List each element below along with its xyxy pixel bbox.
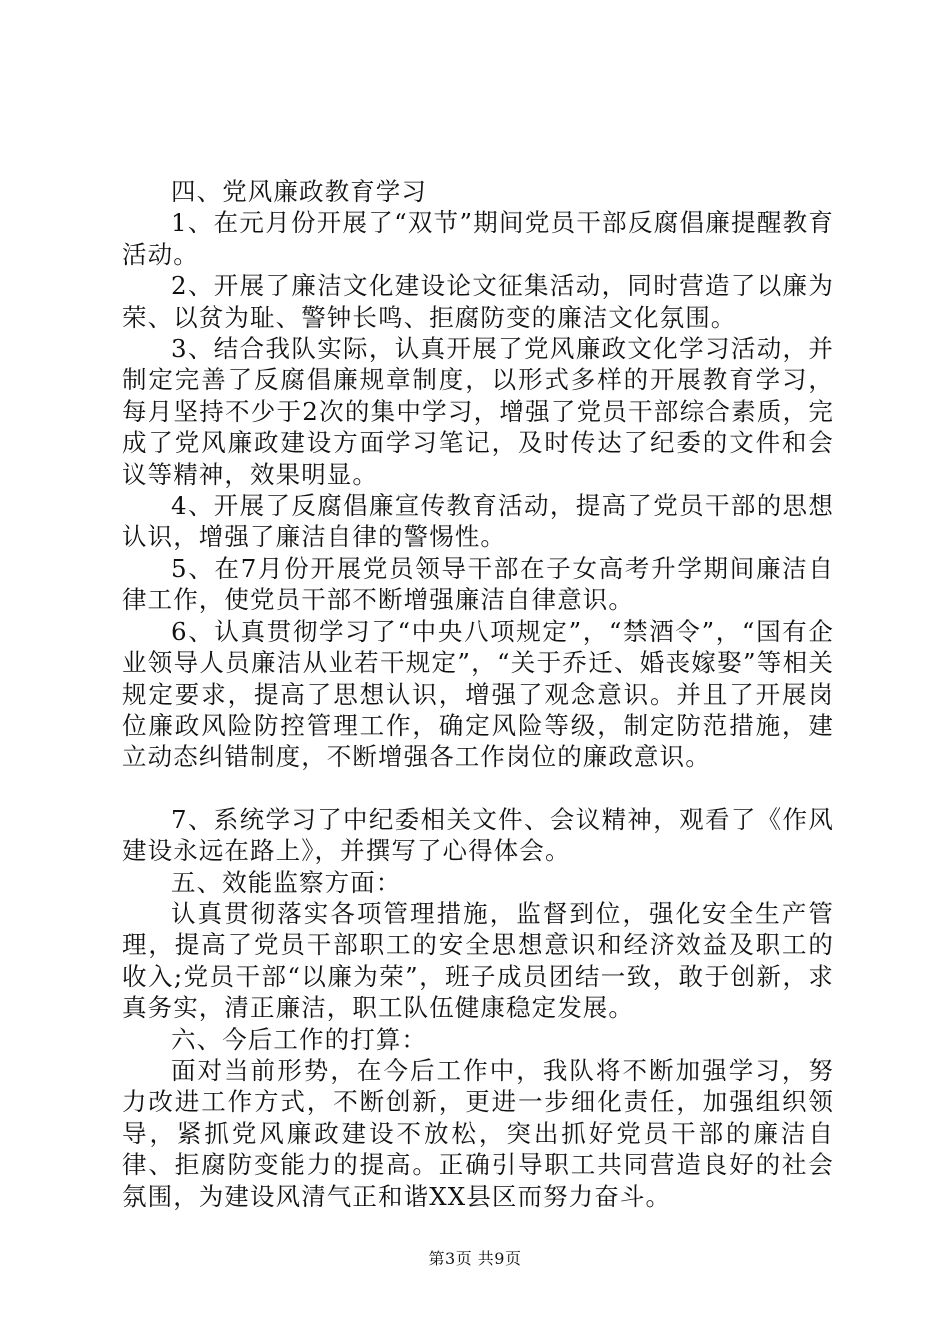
paragraph-item-5: 5、在7月份开展党员领导干部在子女高考升学期间廉洁自律工作，使党员干部不断增强廉洁自律意识。: [122, 553, 834, 615]
paragraph-item-2: 2、开展了廉洁文化建设论文征集活动，同时营造了以廉为荣、以贫为耻、警钟长鸣、拒腐防变的廉洁文化氛围。: [122, 271, 834, 332]
paragraph-efficiency-body: 认真贯彻落实各项管理措施，监督到位，强化安全生产管理，提高了党员干部职工的安全思想意识和经济效益及职工的收入;党员干部“以廉为荣”，班子成员团结一致，敢于创新，求真务实，清正廉洁，职工队伍健康稳定发展。: [122, 898, 834, 1023]
page-number: 第3页 共9页: [428, 1249, 522, 1268]
section-heading-future-plans: 六、今后工作的打算：: [171, 1024, 427, 1054]
paragraph-item-3: 3、结合我队实际，认真开展了党风廉政文化学习活动，并制定完善了反腐倡廉规章制度，以形式多样的开展教育学习，每月坚持不少于2次的集中学习，增强了党员干部综合素质，完成了党风廉政建设方面学习笔记，及时传达了纪委的文件和会议等精神，效果明显。: [122, 334, 834, 489]
document-body: [122, 176, 834, 1212]
paragraph-item-1: 1、在元月份开展了“双节”期间党员干部反腐倡廉提醒教育活动。: [122, 208, 834, 269]
paragraph-item-6: 6、认真贯彻学习了“中央八项规定”，“禁酒令”，“国有企业领导人员廉洁从业若干规定”，“关于乔迁、婚丧嫁娶”等相关规定要求，提高了思想认识，增强了观念意识。并且了开展岗位廉政风险防控管理工作，确定风险等级，制定防范措施，建立动态纠错制度，不断增强各工作岗位的廉政意识。: [122, 616, 834, 772]
section-heading-efficiency: 五、效能监察方面：: [171, 867, 402, 897]
paragraph-future-plans-body: 面对当前形势，在今后工作中，我队将不断加强学习，努力改进工作方式，不断创新，更进一步细化责任，加强组织领导，紧抓党风廉政建设不放松，突出抓好党员干部的廉洁自律、拒腐防变能力的提高。正确引导职工共同营造良好的社会氛围，为建设风清气正和谐XX县区而努力奋斗。: [122, 1055, 834, 1211]
section-heading-party-conduct: 四、党风廉政教育学习: [171, 177, 427, 206]
paragraph-item-7: 7、系统学习了中纪委相关文件、会议精神，观看了《作风建设永远在路上》，并撰写了心得体会。: [122, 804, 834, 866]
paragraph-item-4: 4、开展了反腐倡廉宣传教育活动，提高了党员干部的思想认识，增强了廉洁自律的警惕性。: [122, 491, 834, 552]
